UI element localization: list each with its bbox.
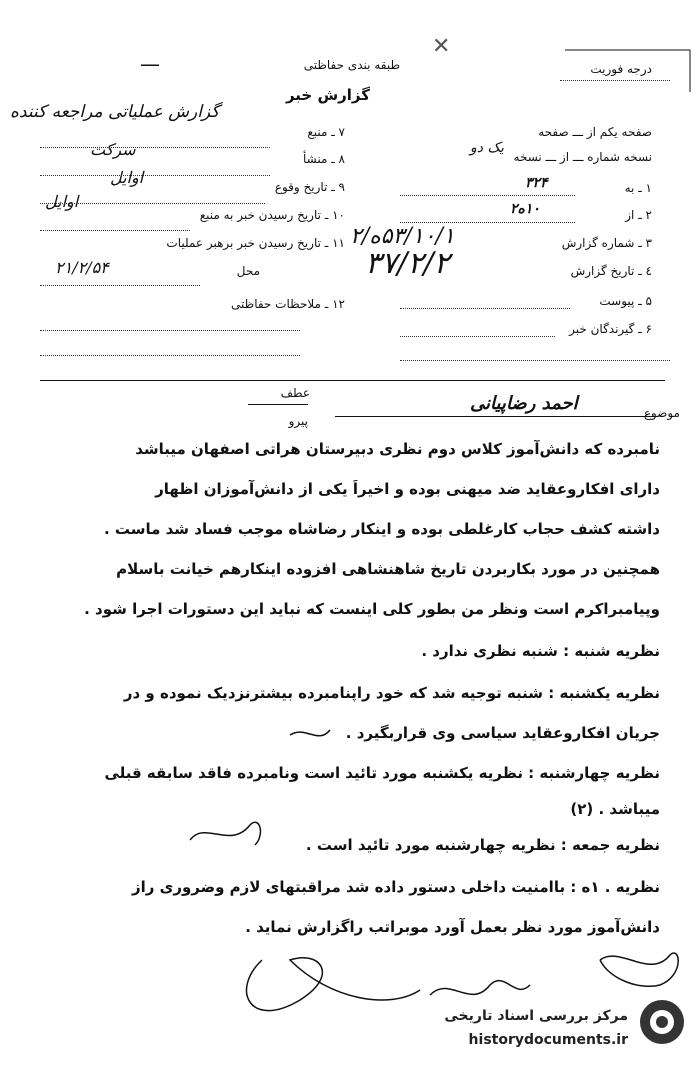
- atf-label: عطف: [280, 386, 310, 400]
- field-1-label: ۱ ـ به: [624, 181, 652, 195]
- watermark-emblem: [640, 1000, 684, 1044]
- emblem-core: [656, 1016, 668, 1028]
- watermark-url: historydocuments.ir: [468, 1032, 628, 1048]
- dotline-left-1: [40, 147, 270, 148]
- body-line-11: نظریه جمعه : نظریه چهارشنبه مورد تائید است .: [305, 836, 660, 854]
- dotline-left-4: [40, 230, 190, 231]
- body-line-12: نظریه . ۱ه : باامنیت داخلی دستور داده شد مراقبتهای لازم وضروری راز: [131, 878, 660, 896]
- field-4-label: ٤ ـ تاریخ گزارش: [570, 264, 652, 278]
- watermark-text: مرکز بررسی اسناد تاریخی: [444, 1008, 628, 1024]
- field-6-label: ۶ ـ گیرندگان خبر: [569, 322, 652, 336]
- field-7-value: گزارش عملیاتی مراجعه کننده: [10, 102, 220, 122]
- report-date-value: ۳۷/۲/۲: [365, 246, 450, 281]
- section-divider: [40, 380, 665, 381]
- middle-signature: [430, 981, 530, 995]
- subject-underline: [335, 416, 655, 417]
- peyro-label: پیرو: [288, 414, 308, 428]
- dotline-right-2: [400, 222, 575, 223]
- dotline-right-4: [400, 336, 555, 337]
- field-9-value: اوایل: [110, 168, 144, 187]
- body-line-6: نظریه شنبه : شنبه نظری ندارد .: [421, 642, 660, 660]
- field-7-label: ۷ ـ منبع: [307, 125, 345, 139]
- field-10-value: اوایل: [45, 192, 79, 211]
- field-1-value: ۳۲۴: [525, 175, 548, 191]
- body-line-5: وپیامبراکرم است ونظر من بطور کلی اینست که نباید این دستورات اجرا شود .: [84, 600, 660, 618]
- page-info-label: صفحه یکم از ـــ صفحه: [538, 125, 652, 139]
- body-line-2: دارای افکاروعقاید ضد میهنی بوده و اخیراً یکی از دانش‌آموزان اظهار: [155, 480, 660, 498]
- report-number-value: ۵۳/۱۰/۱ه/۲: [350, 224, 455, 249]
- dash-mark: —: [140, 52, 160, 76]
- body-line-8: جریان افکاروعقاید سیاسی وی قراربگیرد .: [345, 724, 660, 742]
- field-5-label: ۵ ـ پیوست: [599, 294, 652, 308]
- report-title: گزارش خبر: [285, 86, 370, 104]
- stamp-mark: ✕: [432, 34, 451, 59]
- subject-label: موضوع: [643, 406, 680, 420]
- field-2-label: ۲ ـ از: [625, 208, 652, 222]
- field-9-label: ۹ ـ تاریخ وقوع: [274, 180, 345, 194]
- dotline-left-7: [40, 355, 300, 356]
- body-line-9: نظریه چهارشنبه : نظریه یکشنبه مورد تائید است ونامبرده فاقد سابقه قبلی: [104, 764, 660, 782]
- location-value: ۲۱/۲/۵۴: [55, 258, 109, 277]
- dotline-right-1: [400, 195, 575, 196]
- body-line-13: دانش‌آموز مورد نظر بعمل آورد موبراتب راگزارش نماید .: [245, 918, 660, 936]
- classification-label: طبقه بندی حفاظتی: [303, 58, 400, 72]
- field-11-label: ۱۱ ـ تاریخ رسیدن خبر برهبر عملیات: [166, 236, 345, 250]
- field-2-value: ۱۰ه۲: [510, 201, 540, 217]
- dotline-right-3: [400, 308, 570, 309]
- left-signature-loop: [247, 958, 420, 1011]
- urgency-underline: [560, 80, 670, 81]
- field-8-value: سرکت: [90, 140, 136, 159]
- urgency-label: درجه فوریت: [590, 62, 652, 76]
- dotline-left-6: [40, 330, 300, 331]
- dotline-left-5: [40, 285, 200, 286]
- dotline-left-3: [40, 203, 265, 204]
- copy-info-value: یک دو: [470, 140, 504, 156]
- field-3-label: ۳ ـ شماره گزارش: [561, 236, 652, 250]
- body-line-7: نظریه یکشنبه : شنبه توجیه شد که خود راپنامبرده بیشترنزدیک نموده و در: [123, 684, 660, 702]
- field-10-label: ۱۰ ـ تاریخ رسیدن خبر به منبع: [199, 208, 345, 222]
- atf-divider: [248, 404, 308, 405]
- right-signature: [600, 953, 678, 986]
- field-8-label: ۸ ـ منشأ: [302, 152, 345, 166]
- dotline-right-5: [400, 360, 670, 361]
- copy-info-label: نسخه شماره ـــ از ـــ نسخه: [513, 150, 652, 164]
- subject-value: احمد رضاپیانی: [470, 393, 578, 414]
- dotline-left-2: [40, 175, 270, 176]
- location-label: محل: [236, 264, 260, 278]
- body-line-10: میباشد . (۲): [570, 800, 660, 818]
- body-line-1: نامبرده که دانش‌آموز کلاس دوم نظری دبیرستان هراتی اصفهان میباشد: [135, 440, 660, 458]
- field-12-label: ۱۲ ـ ملاحظات حفاظتی: [231, 297, 345, 311]
- body-line-4: همچنین در مورد بکاربردن تاریخ شاهنشاهی افزوده اینکارهم خیانت باسلام: [116, 560, 660, 578]
- body-line-3: داشته کشف حجاب کارغلطی بوده و اینکار رضاشاه موجب فساد شد ماست .: [103, 520, 660, 538]
